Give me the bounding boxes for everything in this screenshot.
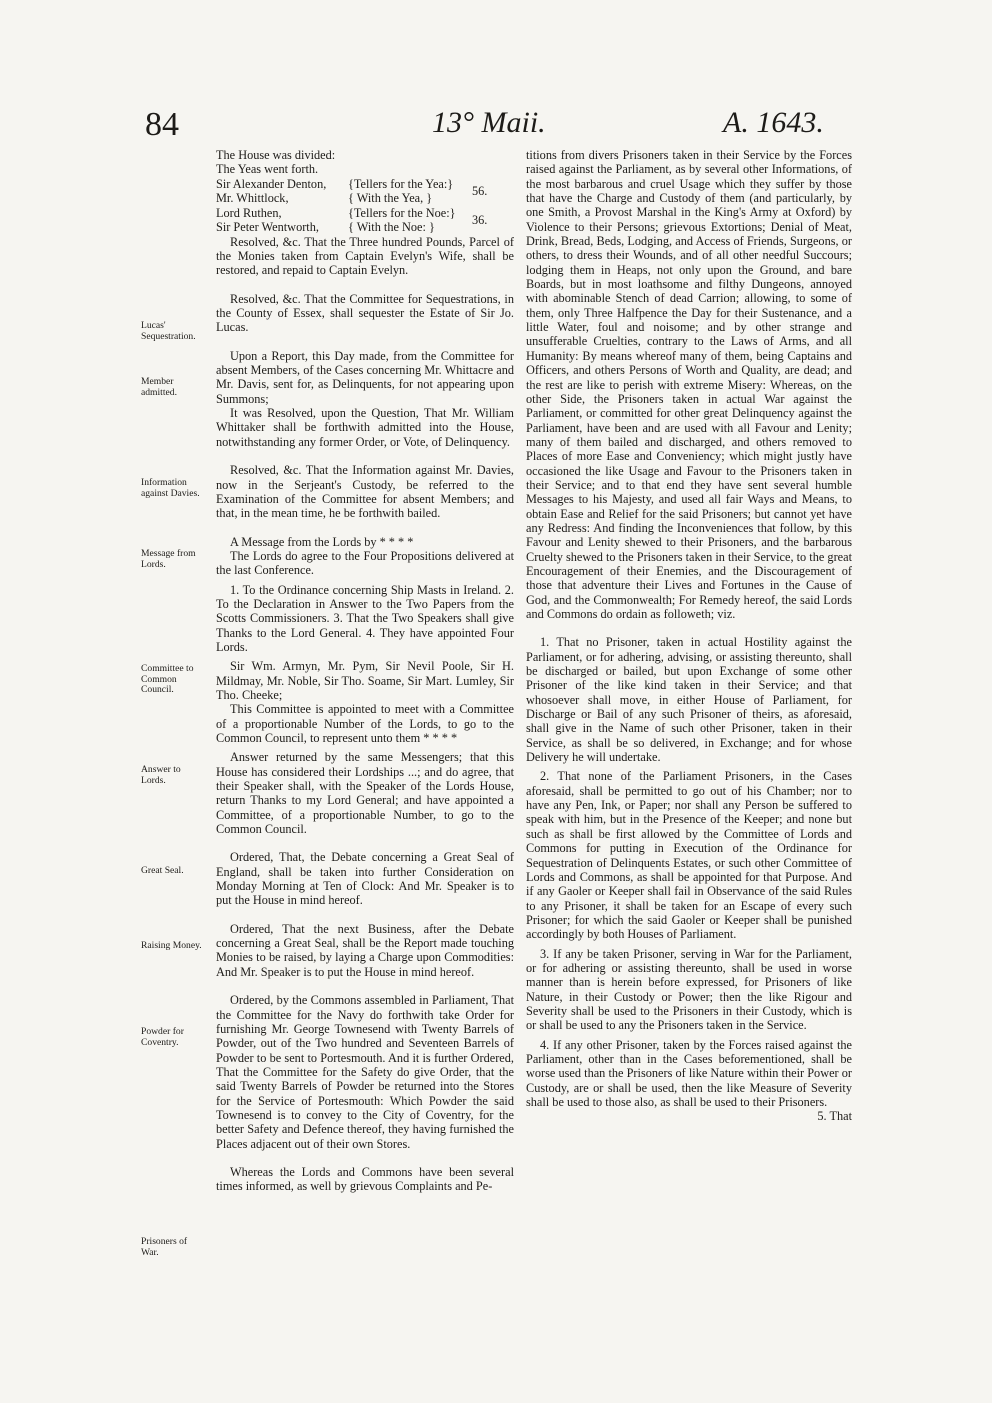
paragraph: 3. If any be taken Prisoner, serving in War for the Parliament, or for adhering or assisting thereunto, shall be used in worse manner than is herein before expressed, for Prisoners of like Nature, in their Custody or Power; then the like Rigour and Severity shall be used to the Prisoners in their Custody, which is or shall be used to any the Prisoners taken in the Service. [526,946,852,1033]
paragraph: Sir Wm. Armyn, Mr. Pym, Sir Nevil Poole, Sir H. Mildmay, Mr. Noble, Sir Tho. Soame, Sir Mart. Lumley, Sir Tho. Cheeke; [216,659,514,702]
paragraph: A Message from the Lords by * * * * [230,534,414,549]
catchword: 5. That [817,1109,852,1124]
paragraph: 1. To the Ordinance concerning Ship Masts in Ireland. 2. To the Declaration in Answer to the Two Papers from the Scotts Commissioners. 3. That the Two Speakers shall give Thanks to the Lord General. 4. They have appointed Four Lords. [216,582,514,654]
page-date: 13° Maii. [432,106,546,139]
margin-note: Committee to Common Council. [141,663,194,696]
margin-note: Answer to Lords. [141,764,181,786]
page-year: A. 1643. [723,106,824,139]
paragraph: This Committee is appointed to meet with a Committee of a proportionable Number of the Lords, to go to the Common Council, to represent unto them * * * * [216,702,514,745]
paragraph: Ordered, That, the Debate concerning a Great Seal of England, shall be taken into further Consideration on Monday Morning at Ten of Clock: And Mr. Speaker is to put the House in mind hereof. [216,850,514,908]
paragraph: Resolved, &c. That the Committee for Sequestrations, in the County of Essex, shall sequester the Estate of Sir Jo. Lucas. [216,291,514,335]
margin-note: Raising Money. [141,940,202,951]
paragraph: Whereas the Lords and Commons have been several times informed, as well by grievous Complaints and Pe- [216,1164,514,1194]
margin-note: Message from Lords. [141,548,196,570]
teller-name: Sir Alexander Denton, [216,176,327,191]
teller-role: {Tellers for the Noe:} [348,205,456,220]
paragraph: Ordered, by the Commons assembled in Parliament, That the Committee for the Navy do forthwith take Order for furnishing Mr. George Townesend with Twenty Barrels of Powder, out of the Two hundred and Seventeen Barrels of Powder to be sent to Portesmouth. And it is further Ordered, That the Committee for the Safety do give Order, that the said Twenty Barrels of Powder be returned into the Stores for the Service of Portesmouth: Which Powder the said Townesend is to convey to the City of Coventry, for the better Safety and Defence thereof, they having furnished the Places adjacent out of their own Stores. [216,993,514,1151]
margin-note: Member admitted. [141,376,177,398]
margin-note: Great Seal. [141,865,184,876]
yea-count: 56. [472,183,488,198]
margin-note: Lucas' Sequestration. [141,320,196,342]
paragraph: Resolved, &c. That the Three hundred Pounds, Parcel of the Monies taken from Captain Evelyn's Wife, shall be restored, and repaid to Captain Evelyn. [216,234,514,278]
right-column [526,148,852,1124]
yeas-line: The Yeas went forth. [216,162,319,177]
noe-count: 36. [472,212,488,227]
page-number: 84 [145,106,179,143]
left-column [216,148,514,1194]
margin-note: Prisoners of War. [141,1236,188,1258]
paragraph: Ordered, That the next Business, after the Debate concerning a Great Seal, shall be the Report made touching Monies to be raised, by laying a Charge upon Commodities: And Mr. Speaker is to put the House in mind hereof. [216,921,514,979]
division-line: The House was divided: [216,148,336,162]
teller-name: Sir Peter Wentworth, [216,219,319,234]
paragraph: Upon a Report, this Day made, from the Committee for absent Members, of the Cases concerning Mr. Whittacre and Mr. Davis, sent for, as Delinquents, for not appearing upon Summons; [216,348,514,406]
paragraph: The Lords do agree to the Four Propositions delivered at the last Conference. [216,548,514,578]
paragraph: 1. That no Prisoner, taken in actual Hostility against the Parliament, or for adhering, advising, or assisting thereunto, shall be discharged or bailed, but upon Exchange of some other Prisoner of the like kind taken in their Service; and that whosoever shall move, in either House of Parliament, for Discharge or Bail of any such Prisoner of theirs, as aforesaid, shall give in the Name of such other Prisoner, taken in their Service, as shall be so delivered, in Exchange; and for whose Delivery he will undertake. [526,635,852,765]
margin-note: Information against Davies. [141,477,200,499]
paragraph: Resolved, &c. That the Information against Mr. Davies, now in the Serjeant's Custody, be referred to the Examination of the Committee for absent Members; and that, in the mean time, he be forthwith bailed. [216,463,514,521]
teller-name: Lord Ruthen, [216,205,282,220]
paragraph: It was Resolved, upon the Question, That Mr. William Whittaker shall be forthwith admitted into the House, notwithstanding any former Order, or Vote, of Delinquency. [216,406,514,449]
paragraph: Answer returned by the same Messengers; that this House has considered their Lordships ...; and do agree, that their Speaker shall, with the Speaker of the Lords House, return Thanks to my Lord General; and have appointed a Committee, of a proportionable Number, to go to the Common Council. [216,750,514,837]
paragraph: titions from divers Prisoners taken in their Service by the Forces raised against the Parliament, as by several other Informations, of the most barbarous and cruel Usage which they suffer by those that have the Charge and Custody of them (and particularly, by one Smith, a Provost Marshal in the King's Army at Oxford) by Violence to their Persons; grievous Extortions; Denial of Meat, Drink, Bread, Beds, Lodging, and Access of Friends, Surgeons, or others, to dress their Wounds, and of all other needful Succours; lodging them in Heaps, not only upon the Ground, and bare Boards, but in most loathsome and filthy Dungeons, annoyed with abominable Stench of dead Carrion; allowing, to some of them, only Three Halfpence the Day for their Sustenance, and a little Water, foul and noisome; and by other strange and unsufferable Cruelties, contrary to the Laws of Arms, and all Humanity: By means whereof many of them, being Captains and Officers, and others Persons of Worth and Quality, are dead; and the rest are like to perish with extreme Misery: Whereas, on the other Side, the Prisoners taken in actual War against the Parliament, or committed for other great Delinquency against the Parliament, have been and are used with all Favour and Lenity; many of them bailed and discharged, and others removed to Places of more Ease and Conveniency; which might justly have occasioned the like Usage and Favour to the Prisoners taken in their Service; and to that end they have sent several humble Messages to his Majesty, and used all fair Ways and Means, to obtain Ease and Relief for the said Prisoners; but cannot yet have any Redress: And finding the Inconveniences that follow, by this Favour and Lenity shewed to their Prisoners, and the barbarous Cruelty shewed to the Prisoners taken in their Service, to the great Encouragement of their Enemies, and the Discouragement of those that adventure their Lives and Fortunes in the Cause of God, and the Commonwealth; For Remedy hereof, the said Lords and Commons do ordain as followeth; viz. [526,148,852,621]
teller-name: Mr. Whittlock, [216,190,289,205]
teller-role: { With the Yea, } [348,190,433,205]
margin-note: Powder for Coventry. [141,1026,184,1048]
paragraph: 4. If any other Prisoner, taken by the Forces raised against the Parliament, other than in the Cases beforementioned, shall be worse used than the Prisoners of like Nature within their Power or Custody, are or shall be used, then the like Measure of Severity shall be used to those also, as shall be used to their Prisoners. [526,1037,852,1109]
teller-role: {Tellers for the Yea:} [348,176,454,191]
teller-role: { With the Noe: } [348,219,435,234]
paragraph: 2. That none of the Parliament Prisoners, in the Cases aforesaid, shall be permitted to go out of his Chamber; nor to have any Pen, Ink, or Paper; nor shall any Person be suffered to speak with him, but in the Presence of the Keeper; and none but such as shall be first allowed by the Committee of Lords and Commons for putting in Execution of the Ordinance for Sequestration of Delinquents Estates, or such other Committee of Lords and Commons, as shall be appointed for that Purpose. And if any Gaoler or Keeper shall fail in Observance of the said Rules to any Prisoner, it shall be taken for an Escape of every such Prisoner; for which the said Gaoler or Keeper shall be punished accordingly by both Houses of Parliament. [526,769,852,942]
division-tellers [216,177,514,235]
